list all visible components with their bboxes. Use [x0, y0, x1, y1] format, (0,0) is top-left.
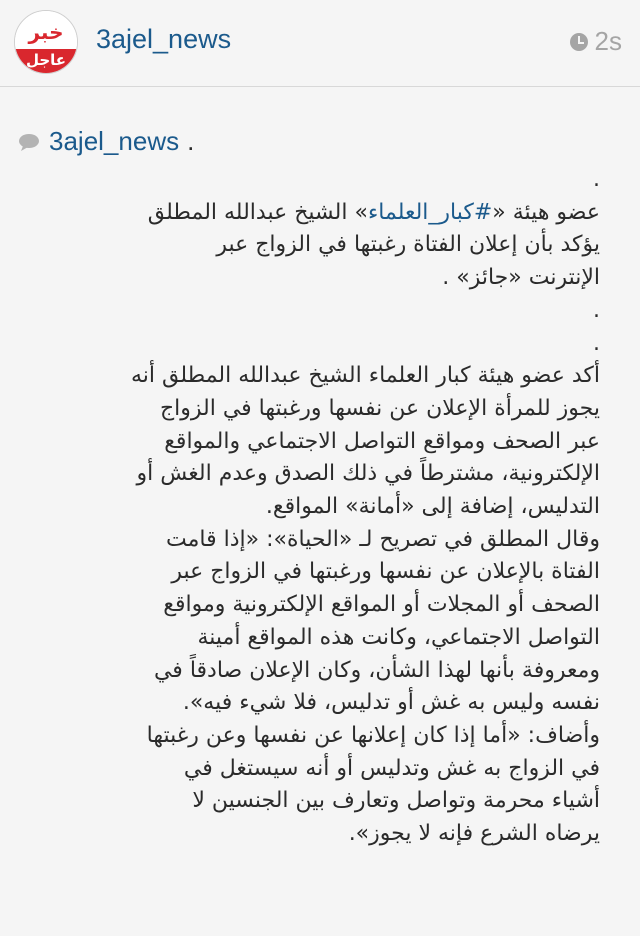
caption-line: .: [593, 297, 600, 323]
post-header: [0, 0, 640, 87]
post-username[interactable]: 3ajel_news: [96, 24, 232, 54]
caption-line: وقال المطلق في تصريح لـ «الحياة»: «إذا قامت: [166, 526, 600, 552]
clock-icon: [570, 33, 588, 51]
hashtag-link[interactable]: #كبار_العلماء: [367, 199, 493, 225]
comment-bubble-icon: [18, 133, 40, 151]
caption-line: أشياء محرمة وتواصل وتعارف بين الجنسين لا: [192, 788, 600, 814]
caption-line: الفتاة بالإعلان عن نفسها ورغبتها في الزواج عبر: [171, 559, 600, 585]
caption-line: نفسه وليس به غش أو تدليس، فلا شيء فيه».: [182, 690, 600, 716]
caption-line: يرضاه الشرع فإنه لا يجوز».: [348, 821, 600, 847]
caption-username[interactable]: 3ajel_news: [49, 126, 180, 156]
caption-line: ومعروفة بأنها لهذا الشأن، وكان الإعلان صادقاً في: [153, 657, 600, 683]
caption-line-segment: عضو هيئة «: [492, 199, 600, 225]
caption-line: الإنترنت «جائز» .: [442, 265, 600, 291]
caption-line: يؤكد بأن إعلان الفتاة رغبتها في الزواج عبر: [216, 232, 600, 258]
caption-line-segment: » الشيخ عبدالله المطلق: [147, 199, 368, 225]
caption-line: عبر الصحف ومواقع التواصل الاجتماعي والمواقع: [164, 428, 600, 454]
caption-line: التدليس، إضافة إلى «أمانة» المواقع.: [265, 494, 600, 520]
timestamp-text: 2s: [594, 26, 622, 56]
caption-line: وأضاف: «أما إذا كان إعلانها عن نفسها وعن رغبتها: [146, 722, 600, 748]
caption-line: الإلكترونية، مشترطاً في ذلك الصدق وعدم الغش أو: [136, 461, 600, 487]
caption-line: .: [593, 167, 600, 192]
caption-line: أكد عضو هيئة كبار العلماء الشيخ عبدالله المطلق أنه: [131, 363, 600, 389]
caption-line: في الزواج به غش وتدليس أو أنه سيستغل في: [183, 755, 600, 781]
avatar-logo-top: خبر: [15, 11, 77, 49]
caption-line: التواصل الاجتماعي، وكانت هذه المواقع أمينة: [197, 624, 600, 650]
caption-header: [18, 126, 194, 157]
post-timestamp: [570, 26, 622, 57]
avatar[interactable]: [14, 10, 78, 74]
caption-dot: .: [187, 126, 195, 156]
avatar-logo-bottom: عاجل: [15, 49, 77, 73]
caption-line: [20, 197, 600, 230]
caption-line: .: [593, 330, 600, 356]
caption-text: [20, 164, 600, 851]
caption-line: الصحف أو المجلات أو المواقع الإلكترونية ومواقع: [163, 592, 600, 618]
caption-line: يجوز للمرأة الإعلان عن نفسها ورغبتها في الزواج: [159, 395, 600, 421]
